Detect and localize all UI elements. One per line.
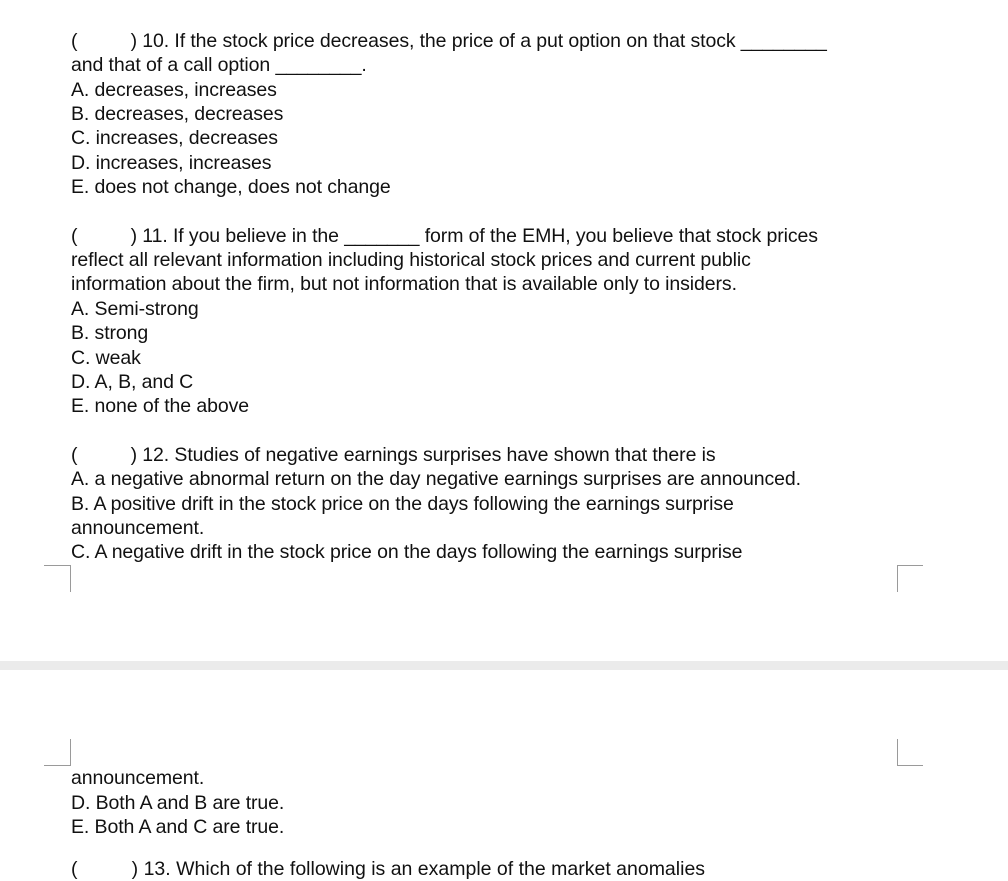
question-11-option-c: C. weak — [71, 347, 141, 369]
question-10-stem: ( ) 10. If the stock price decreases, the price of a put option on that stock ________ — [71, 30, 827, 52]
question-10-option-d: D. increases, increases — [71, 152, 272, 174]
question-11-option-e: E. none of the above — [71, 395, 249, 417]
page-separator — [0, 661, 1008, 670]
question-12-option-e: E. Both A and C are true. — [71, 816, 285, 838]
question-12-option-a: A. a negative abnormal return on the day negative earnings surprises are announced. — [71, 468, 801, 490]
question-11-option-d: D. A, B, and C — [71, 371, 194, 393]
question-12-stem: ( ) 12. Studies of negative earnings surprises have shown that there is — [71, 444, 716, 466]
question-10-stem-cont: and that of a call option ________. — [71, 54, 367, 76]
question-11-stem: ( ) 11. If you believe in the _______ form of the EMH, you believe that stock prices — [71, 225, 818, 247]
question-12-option-b: B. A positive drift in the stock price on the days following the earnings surprise — [71, 493, 734, 515]
question-11-stem-cont-2: information about the firm, but not information that is available only to insiders. — [71, 273, 737, 295]
question-12-option-d: D. Both A and B are true. — [71, 792, 285, 814]
question-11-stem-cont-1: reflect all relevant information including historical stock prices and current public — [71, 249, 751, 271]
question-10-option-c: C. increases, decreases — [71, 127, 278, 149]
question-12-option-b-cont: announcement. — [71, 517, 205, 539]
question-10-option-b: B. decreases, decreases — [71, 103, 284, 125]
question-11-option-a: A. Semi-strong — [71, 298, 199, 320]
question-13-stem: ( ) 13. Which of the following is an example of the market anomalies — [71, 858, 706, 880]
question-10-option-a: A. decreases, increases — [71, 79, 277, 101]
question-13-stem-cropped — [71, 857, 771, 880]
question-10-option-e: E. does not change, does not change — [71, 176, 391, 198]
question-11-option-b: B. strong — [71, 322, 149, 344]
question-12-option-c-cont: announcement. — [71, 767, 205, 789]
question-12-option-c: C. A negative drift in the stock price on the days following the earnings surprise — [71, 541, 743, 563]
